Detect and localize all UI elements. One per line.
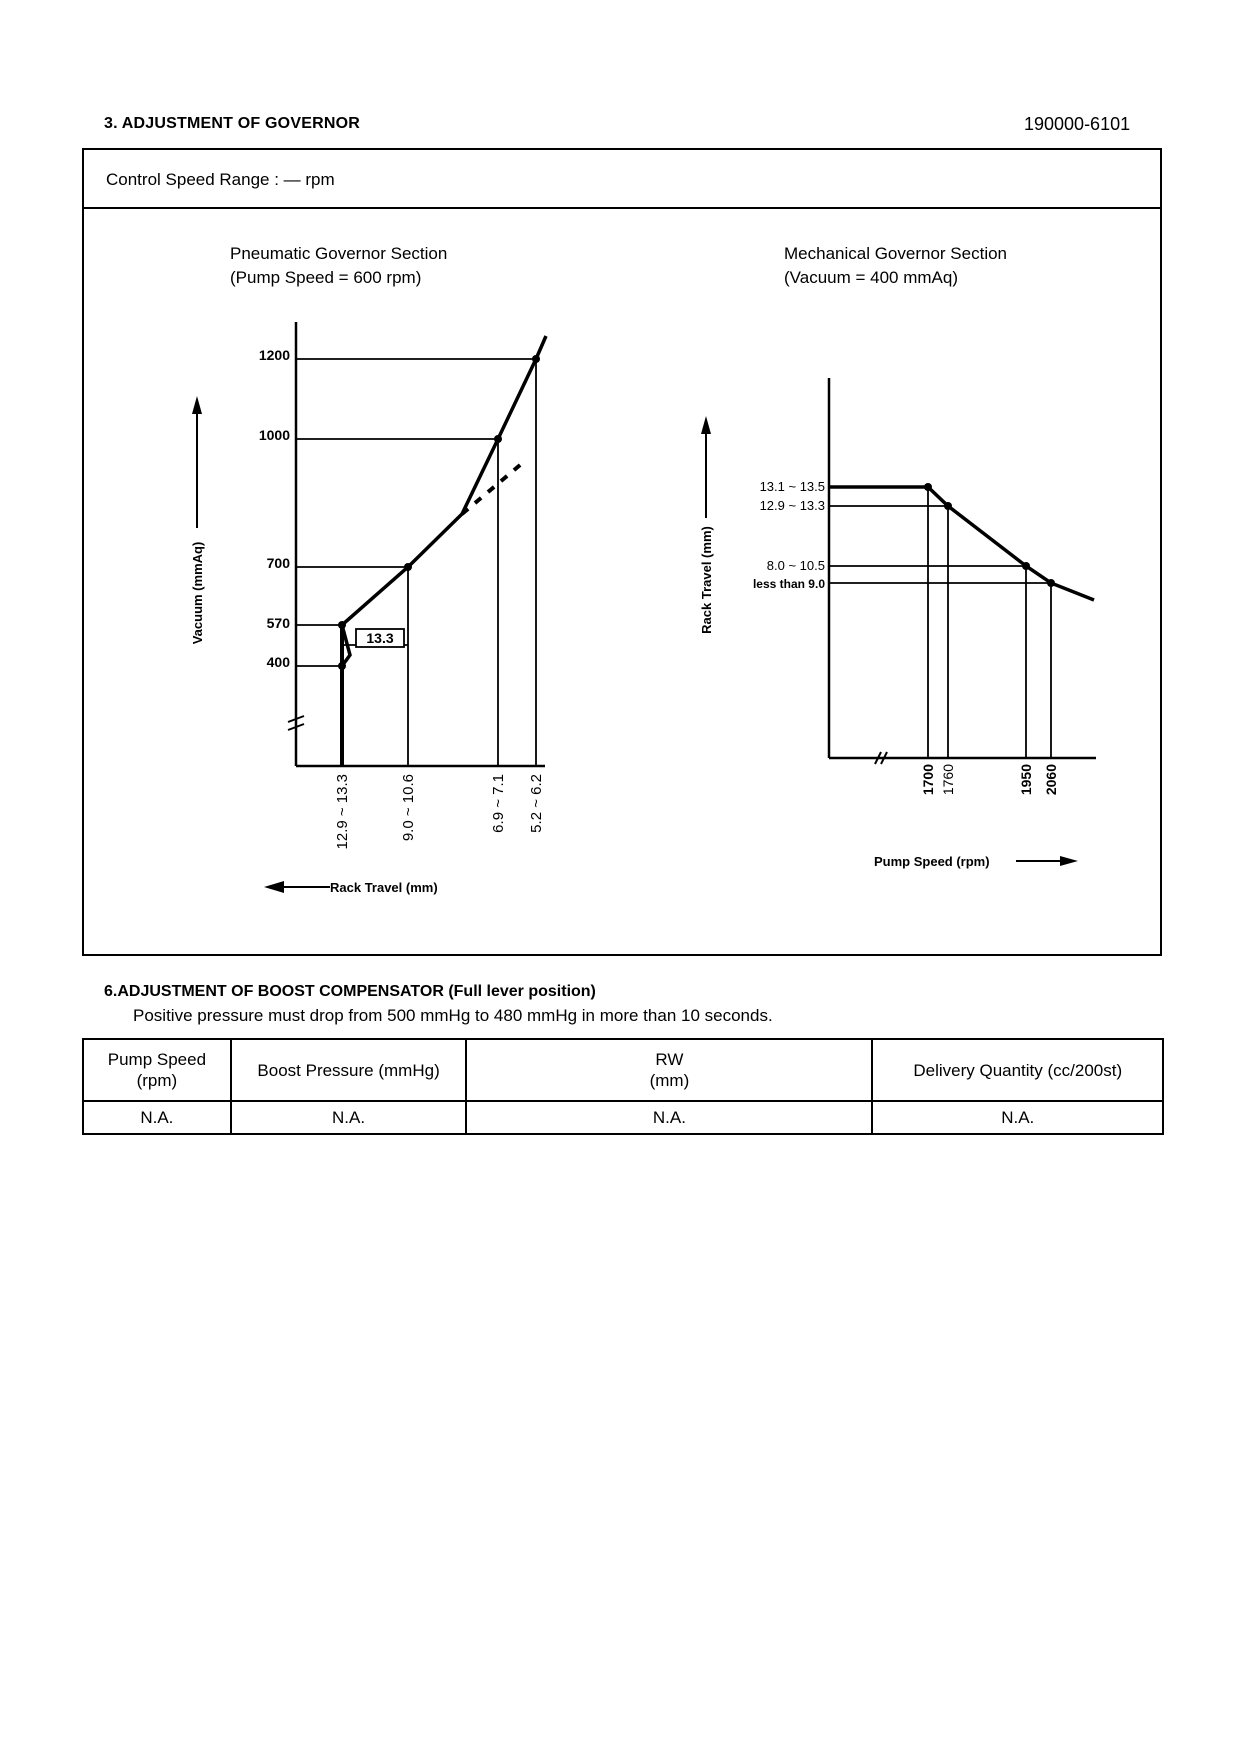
pneumatic-title-line1: Pneumatic Governor Section xyxy=(230,244,448,263)
y-tick-1200: 1200 xyxy=(258,347,290,363)
y-axis-arrowhead xyxy=(192,396,202,414)
cell-pump-speed: N.A. xyxy=(83,1101,231,1134)
point-1700 xyxy=(924,483,932,491)
point-1200 xyxy=(532,355,540,363)
table-row xyxy=(83,1101,1163,1134)
point-2060 xyxy=(1047,579,1055,587)
x-tick-13: 12.9 ~ 13.3 xyxy=(334,774,351,850)
x-axis-label: Rack Travel (mm) xyxy=(330,880,438,895)
point-1000 xyxy=(494,435,502,443)
x-axis-arrowhead xyxy=(1060,856,1078,866)
annotation-label: 13.3 xyxy=(366,630,394,646)
pneumatic-chart xyxy=(180,310,580,910)
boost-heading-note: (Full lever position) xyxy=(443,983,596,1000)
x-axis-label: Pump Speed (rpm) xyxy=(874,854,990,869)
y-tick-400: 400 xyxy=(266,654,290,670)
pneumatic-curve xyxy=(342,336,546,666)
cell-boost-pressure: N.A. xyxy=(231,1101,467,1134)
y-tick-13-1: 13.1 ~ 13.5 xyxy=(759,479,825,494)
point-400 xyxy=(338,662,346,670)
y-tick-8-0: 8.0 ~ 10.5 xyxy=(766,558,825,573)
x-tick-1700: 1700 xyxy=(920,764,936,796)
mechanical-title xyxy=(784,242,1007,290)
x-axis-arrowhead xyxy=(264,881,284,893)
frame-divider xyxy=(84,207,1160,209)
boost-heading xyxy=(104,983,596,1001)
pneumatic-title xyxy=(230,242,447,290)
y-axis-label: Vacuum (mmAq) xyxy=(190,541,205,645)
col-boost-pressure: Boost Pressure (mmHg) xyxy=(231,1039,467,1101)
point-1760 xyxy=(944,502,952,510)
y-tick-570: 570 xyxy=(266,615,290,631)
point-1950 xyxy=(1022,562,1030,570)
col-rw: RW (mm) xyxy=(466,1039,872,1101)
y-tick-700: 700 xyxy=(266,555,290,571)
section-heading: 3. ADJUSTMENT OF GOVERNOR xyxy=(104,115,360,132)
point-700 xyxy=(404,563,412,571)
mechanical-title-line1: Mechanical Governor Section xyxy=(784,244,1008,263)
document-number: 190000-6101 xyxy=(1024,114,1131,134)
cell-rw: N.A. xyxy=(466,1101,872,1134)
y-axis-label: Rack Travel (mm) xyxy=(699,526,714,634)
x-tick-2060: 2060 xyxy=(1043,764,1059,796)
x-tick-7: 6.9 ~ 7.1 xyxy=(490,774,507,833)
y-axis-arrowhead xyxy=(701,416,711,434)
table-header-row xyxy=(83,1039,1163,1101)
mechanical-title-line2: (Vacuum = 400 mmAq) xyxy=(784,268,959,287)
col-delivery-quantity: Delivery Quantity (cc/200st) xyxy=(872,1039,1163,1101)
boost-note: Positive pressure must drop from 500 mmHg to 480 mmHg in more than 10 seconds. xyxy=(133,1006,773,1025)
boost-heading-title: 6.ADJUSTMENT OF BOOST COMPENSATOR xyxy=(104,983,444,1000)
y-tick-12-9: 12.9 ~ 13.3 xyxy=(759,498,825,513)
pneumatic-title-line2: (Pump Speed = 600 rpm) xyxy=(230,268,422,287)
cell-delivery-quantity: N.A. xyxy=(872,1101,1163,1134)
control-speed-range: Control Speed Range : — rpm xyxy=(106,170,335,189)
x-tick-10: 9.0 ~ 10.6 xyxy=(400,774,417,842)
mechanical-chart xyxy=(680,370,1120,890)
y-tick-1000: 1000 xyxy=(258,427,290,443)
dashed-extension xyxy=(462,460,526,514)
x-tick-1760: 1760 xyxy=(940,764,956,796)
x-tick-6: 5.2 ~ 6.2 xyxy=(528,774,545,833)
y-tick-less-9: less than 9.0 xyxy=(752,577,825,591)
point-570 xyxy=(338,621,346,629)
col-pump-speed: Pump Speed (rpm) xyxy=(83,1039,231,1101)
x-tick-1950: 1950 xyxy=(1018,764,1034,796)
boost-table xyxy=(82,1038,1164,1135)
